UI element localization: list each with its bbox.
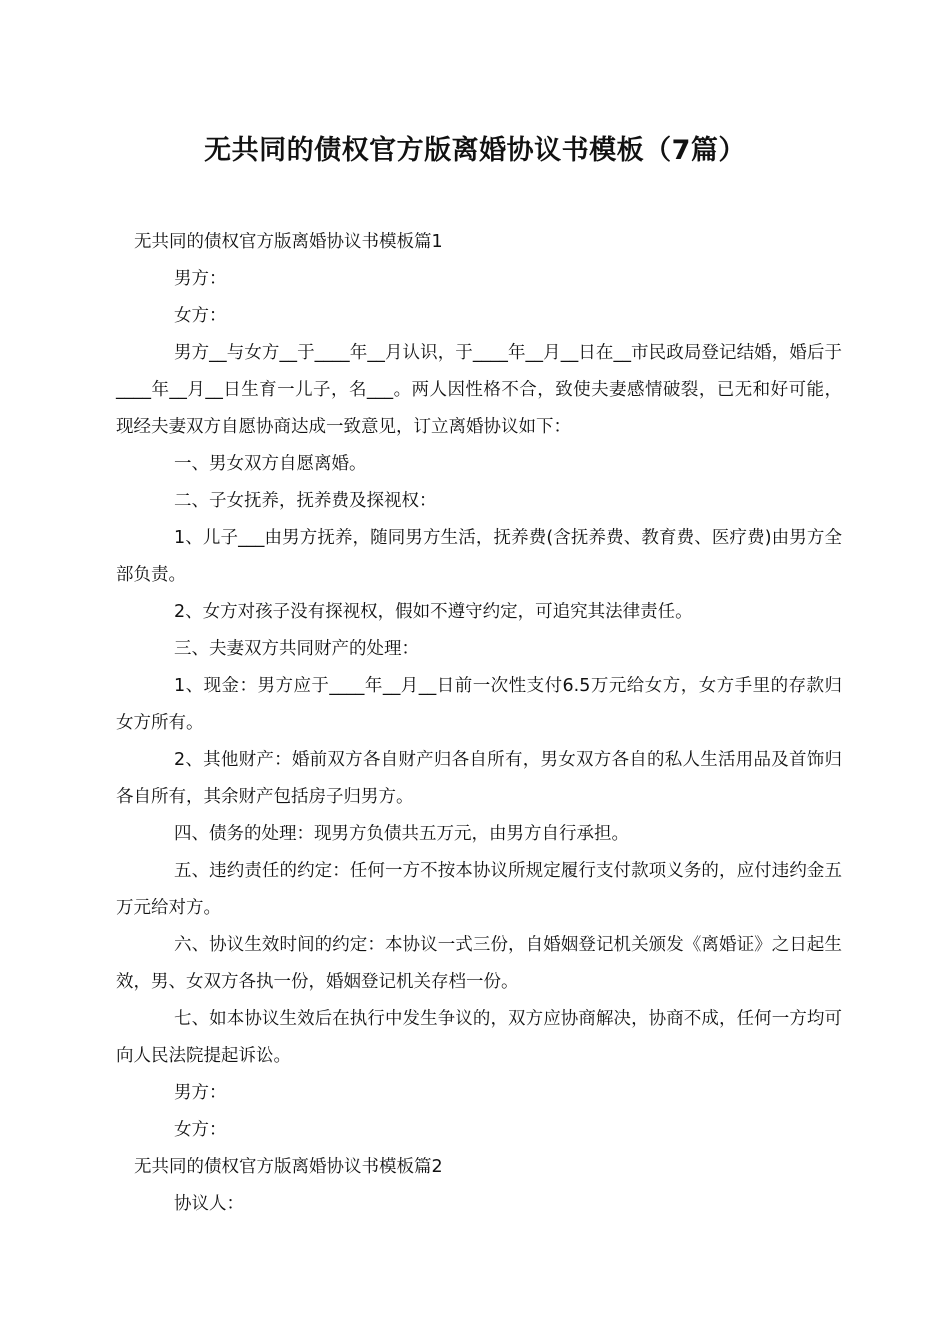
female-party-label: 女方： [174, 306, 227, 326]
party-label: 协议人： [174, 1194, 244, 1214]
document-title: 无共同的债权官方版离婚协议书模板（7篇） [204, 135, 746, 166]
clause-1: 一、男女双方自愿离婚。 [174, 454, 367, 474]
clause-4: 四、债务的处理：现男方负债共五万元，由男方自行承担。 [174, 824, 629, 844]
section-heading-2: 无共同的债权官方版离婚协议书模板篇2 [134, 1157, 443, 1177]
male-signature-label: 男方： [174, 1083, 227, 1103]
clause-5: 五、违约责任的约定：任何一方不按本协议所规定履行支付款项义务的，应付违约金五万元给对方。 [116, 861, 842, 918]
clause-7: 七、如本协议生效后在执行中发生争议的，双方应协商解决，协商不成，任何一方均可向人民法院提起诉讼。 [116, 1009, 842, 1066]
male-party-label: 男方： [174, 269, 227, 289]
intro-paragraph: 男方__与女方__于____年__月认识，于____年__月__日在__市民政局登记结婚，婚后于____年__月__日生育一儿子，名___。两人因性格不合，致使夫妻感情破裂，已无和好可能，现经夫妻双方自愿协商达成一致意见，订立离婚协议如下： [116, 343, 842, 437]
clause-2-item-1: 1、儿子___由男方抚养，随同男方生活，抚养费(含抚养费、教育费、医疗费)由男方全部负责。 [116, 528, 842, 585]
clause-6: 六、协议生效时间的约定：本协议一式三份，自婚姻登记机关颁发《离婚证》之日起生效，男、女双方各执一份，婚姻登记机关存档一份。 [116, 935, 842, 992]
clause-2: 二、子女抚养，抚养费及探视权： [174, 491, 437, 511]
section-heading-1: 无共同的债权官方版离婚协议书模板篇1 [134, 232, 443, 252]
clause-3-item-2: 2、其他财产：婚前双方各自财产归各自所有，男女双方各自的私人生活用品及首饰归各自所有，其余财产包括房子归男方。 [116, 750, 842, 807]
clause-2-item-2: 2、女方对孩子没有探视权，假如不遵守约定，可追究其法律责任。 [174, 602, 693, 622]
female-signature-label: 女方： [174, 1120, 227, 1140]
clause-3: 三、夫妻双方共同财产的处理： [174, 639, 419, 659]
document-body [116, 224, 842, 1223]
clause-3-item-1: 1、现金：男方应于____年__月__日前一次性支付6.5万元给女方，女方手里的存款归女方所有。 [116, 676, 842, 733]
